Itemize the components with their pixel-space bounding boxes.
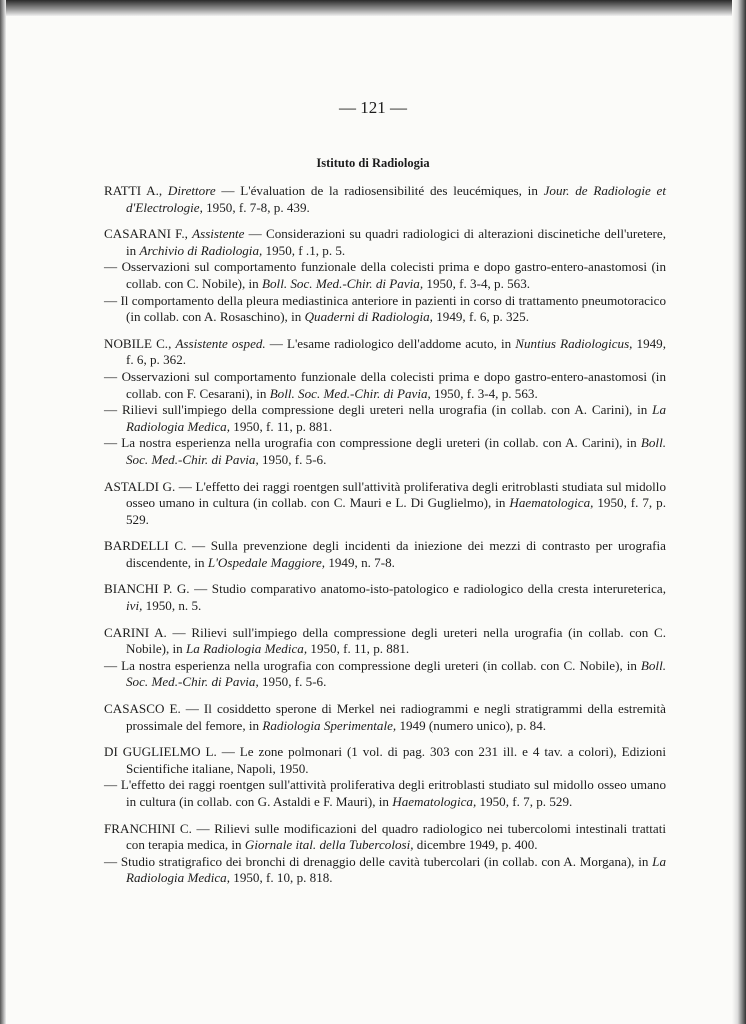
- citation-italic-text: ivi,: [126, 598, 143, 614]
- citation-italic-text: Boll. Soc. Med.-Chir. di Pavia,: [269, 385, 431, 401]
- scan-top-edge: [0, 0, 746, 16]
- citation-italic-text: Direttore: [167, 183, 216, 198]
- author-entry: [104, 625, 666, 691]
- citation: [104, 538, 666, 571]
- citation: [104, 744, 666, 777]
- author-entry: [104, 581, 666, 614]
- citation-text: — Osservazioni sul comportamento funzionale della colecisti prima e dopo gastro-entero-anastomosi (in collab. con F. Cesarani), in: [104, 368, 666, 401]
- citation: [104, 821, 666, 854]
- citation: [104, 402, 666, 435]
- citation: [104, 581, 666, 614]
- citation-text: 1950, f. 3-4, p. 563.: [423, 275, 531, 291]
- citation-text: 1950, f. 7, p. 529.: [476, 794, 573, 809]
- author-entry: [104, 336, 666, 469]
- citation-text: ASTALDI G. — L'effetto dei raggi roentgen sull'attività proliferativa degli eritroblasti studiata sul midollo osseo umano in cultura (in collab. con C. Mauri e L. Di Guglielmo), in: [104, 478, 666, 511]
- citation-italic-text: Haematologica,: [392, 794, 477, 809]
- citation-text: 1950, f. 3-4, p. 563.: [430, 385, 538, 401]
- citation-text: DI GUGLIELMO L. — Le zone polmonari (1 vol. di pag. 303 con 231 ill. e 4 tav. a colori), Edizioni Scientifiche italiane, Napoli, 1950.: [104, 744, 666, 776]
- citation-text: CASARANI F.,: [104, 226, 193, 242]
- citation-text: 1950, f. 10, p. 818.: [230, 870, 333, 886]
- citation-italic-text: Jour. de Radiologie et d'Electrologie,: [126, 183, 666, 215]
- citation-text: 1949 (numero unico), p. 84.: [396, 717, 547, 733]
- citation-text: — L'esame radiologico dell'addome acuto, in: [265, 335, 516, 351]
- bibliography-list: [104, 183, 666, 897]
- citation-text: RATTI A.,: [104, 183, 168, 198]
- citation-italic-text: Assistente osped.: [175, 335, 266, 351]
- citation-italic-text: Haematologica,: [509, 495, 594, 511]
- citation: [104, 777, 666, 810]
- author-entry: [104, 479, 666, 529]
- citation: [104, 369, 666, 402]
- citation-text: — Rilievi sull'impiego della compressione degli ureteri nella urografia (in collab. con A. Carini), in: [104, 402, 653, 418]
- citation-italic-text: La Radiologia Medica,: [126, 853, 666, 886]
- citation-italic-text: Assistente: [192, 226, 245, 242]
- citation-italic-text: Boll. Soc. Med.-Chir. di Pavia,: [126, 657, 666, 690]
- citation: [104, 479, 666, 529]
- citation-text: — L'évaluation de la radiosensibilité des leucémiques, in: [215, 183, 544, 198]
- citation-text: — La nostra esperienza nella urografia con compressione degli ureteri (in collab. con C. Nobile), in: [104, 657, 641, 673]
- citation-text: CARINI A. — Rilievi sull'impiego della compressione degli ureteri nella urografia (in collab. con C. Nobile), in: [104, 624, 666, 657]
- section-heading: Istituto di Radiologia: [316, 156, 430, 170]
- author-entry: [104, 226, 666, 326]
- citation: [104, 183, 666, 216]
- citation-text: — Osservazioni sul comportamento funzionale della colecisti prima e dopo gastro-entero-anastomosi (in collab. con C. Nobile), in: [104, 259, 666, 291]
- citation-text: — L'effetto dei raggi roentgen sull'attività proliferativa degli eritroblasti studiato sul midollo osseo umano in cultura (in collab. con G. Astaldi e F. Mauri), in: [104, 777, 666, 809]
- citation-italic-text: La Radiologia Medica,: [186, 641, 308, 657]
- citation-text: NOBILE C.,: [104, 335, 176, 351]
- citation: [104, 701, 666, 734]
- citation-text: dicembre 1949, p. 400.: [413, 837, 538, 853]
- citation-italic-text: Nuntius Radiologicus,: [515, 335, 633, 351]
- citation-text: 1950, f. 7, p. 529.: [126, 495, 666, 527]
- citation-text: 1949, n. 7-8.: [325, 554, 395, 570]
- author-entry: [104, 701, 666, 734]
- page-number: — 121 —: [339, 98, 407, 117]
- citation-italic-text: Archivio di Radiologia,: [139, 242, 263, 258]
- citation-text: 1950, n. 5.: [142, 598, 202, 614]
- author-entry: [104, 538, 666, 571]
- author-entry: [104, 744, 666, 810]
- citation-text: 1950, f. 11, p. 881.: [307, 641, 410, 657]
- citation: [104, 259, 666, 292]
- citation-text: 1950, f. 11, p. 881.: [230, 418, 333, 434]
- citation-text: — Studio stratigrafico dei bronchi di drenaggio delle cavità tubercolari (in collab. con A. Morgana), in: [104, 853, 653, 869]
- citation-italic-text: Giornale ital. della Tubercolosi,: [244, 837, 414, 853]
- citation: [104, 625, 666, 658]
- citation-italic-text: Boll. Soc. Med.-Chir. di Pavia,: [262, 275, 424, 291]
- citation-text: 1949, f. 6, p. 362.: [126, 335, 667, 368]
- citation-italic-text: Quaderni di Radiologia,: [304, 309, 433, 325]
- citation-italic-text: Radiologia Sperimentale,: [262, 717, 397, 733]
- citation-text: — La nostra esperienza nella urografia con compressione degli ureteri (in collab. con A. Carini), in: [104, 435, 641, 451]
- citation-italic-text: L'Ospedale Maggiore,: [207, 554, 326, 570]
- scan-left-edge: [0, 0, 6, 1024]
- author-entry: [104, 183, 666, 216]
- citation-text: — Il comportamento della pleura mediastinica anteriore in pazienti in corso di trattamento pneumotoracico (in collab. con A. Rosaschino), in: [104, 292, 666, 325]
- citation-italic-text: Boll. Soc. Med.-Chir. di Pavia,: [126, 435, 666, 467]
- citation-text: BARDELLI C. — Sulla prevenzione degli incidenti da iniezione dei mezzi di contrasto per urografia discendente, in: [104, 538, 666, 570]
- citation: [104, 226, 666, 259]
- citation-text: 1950, f. 7-8, p. 439.: [202, 199, 310, 215]
- citation: [104, 336, 666, 369]
- citation-text: BIANCHI P. G. — Studio comparativo anatomo-isto-patologico e radiologico della cresta interureterica,: [104, 581, 666, 597]
- author-entry: [104, 821, 666, 887]
- citation-text: 1950, f. 5-6.: [258, 451, 327, 467]
- citation-text: 1949, f. 6, p. 325.: [432, 309, 529, 325]
- citation: [104, 658, 666, 691]
- citation: [104, 435, 666, 468]
- citation-text: — Considerazioni su quadri radiologici di alterazioni discinetiche dell'uretere, in: [126, 226, 666, 258]
- citation-text: 1950, f. 5-6.: [258, 674, 327, 690]
- citation: [104, 854, 666, 887]
- citation: [104, 293, 666, 326]
- citation-text: 1950, f .1, p. 5.: [262, 242, 346, 258]
- scan-right-edge: [732, 0, 746, 1024]
- citation-text: CASASCO E. — Il cosiddetto sperone di Merkel nei radiogrammi e negli stratigrammi della estremità prossimale del femore, in: [104, 701, 666, 733]
- citation-text: FRANCHINI C. — Rilievi sulle modificazioni del quadro radiologico nei tubercolomi intestinali trattati con terapia medica, in: [104, 820, 666, 853]
- citation-italic-text: La Radiologia Medica,: [126, 402, 666, 434]
